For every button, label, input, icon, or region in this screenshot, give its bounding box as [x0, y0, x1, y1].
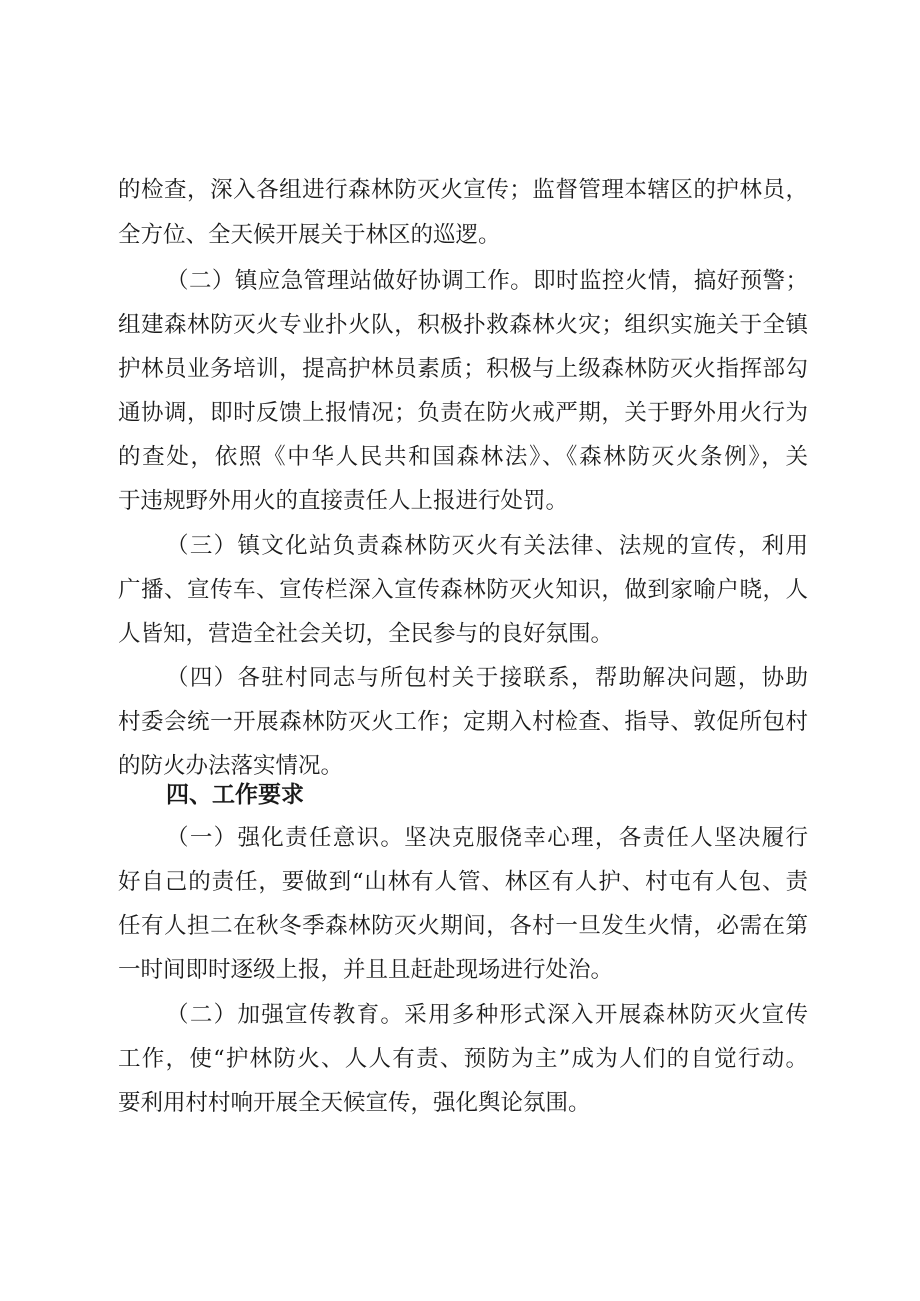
- text-line: 全方位、全天候开展关于林区的巡逻。: [118, 222, 501, 248]
- text-line: 要利用村村响开展全天候宣传，强化舆论氛围。: [118, 1090, 591, 1116]
- text-line: 的防火办法落实情况。: [118, 753, 344, 779]
- text-line: 广播、宣传车、宣传栏深入宣传森林防灭火知识，做到家喻户晓，人: [118, 577, 808, 603]
- text-line: 护林员业务培训，提高护林员素质；积极与上级森林防灭火指挥部勾: [118, 356, 808, 382]
- text-line: 的查处，依照《中华人民共和国森林法》、《森林防灭火条例》，关: [118, 444, 808, 470]
- paragraph-start-line: （二）加强宣传教育。采用多种形式深入开展森林防灭火宣传: [166, 1002, 808, 1028]
- text-line: 通协调，即时反馈上报情况；负责在防火戒严期，关于野外用火行为: [118, 400, 808, 426]
- text-line: 任有人担二在秋冬季森林防灭火期间，各村一旦发生火情，必需在第: [118, 913, 808, 939]
- text-line: 的检查，深入各组进行森林防灭火宣传；监督管理本辖区的护林员，: [118, 177, 808, 203]
- paragraph-start-line: （三）镇文化站负责森林防灭火有关法律、法规的宣传，利用: [166, 533, 808, 559]
- text-line: 一时间即时逐级上报，并且且赶赴现场进行处治。: [118, 957, 614, 983]
- paragraph-start-line: （二）镇应急管理站做好协调工作。即时监控火情，搞好预警；: [166, 268, 808, 294]
- section-heading: 四、工作要求: [166, 782, 304, 808]
- text-line: 工作，使“护林防火、人人有责、预防为主”成为人们的自觉行动。: [118, 1046, 808, 1072]
- text-line: 人皆知，营造全社会关切，全民参与的良好氛围。: [118, 621, 614, 647]
- text-line: 村委会统一开展森林防灭火工作；定期入村检查、指导、敦促所包村: [118, 709, 808, 735]
- text-line: 好自己的责任，要做到“山林有人管、林区有人护、村屯有人包、责: [118, 869, 808, 895]
- paragraph-start-line: （四）各驻村同志与所包村关于接联系，帮助解决问题，协助: [166, 665, 808, 691]
- text-line: 于违规野外用火的直接责任人上报进行处罚。: [118, 488, 569, 514]
- paragraph-start-line: （一）强化责任意识。坚决克服侥幸心理，各责任人坚决履行: [166, 825, 808, 851]
- text-line: 组建森林防灭火专业扑火队，积极扑救森林火灾；组织实施关于全镇: [118, 312, 808, 338]
